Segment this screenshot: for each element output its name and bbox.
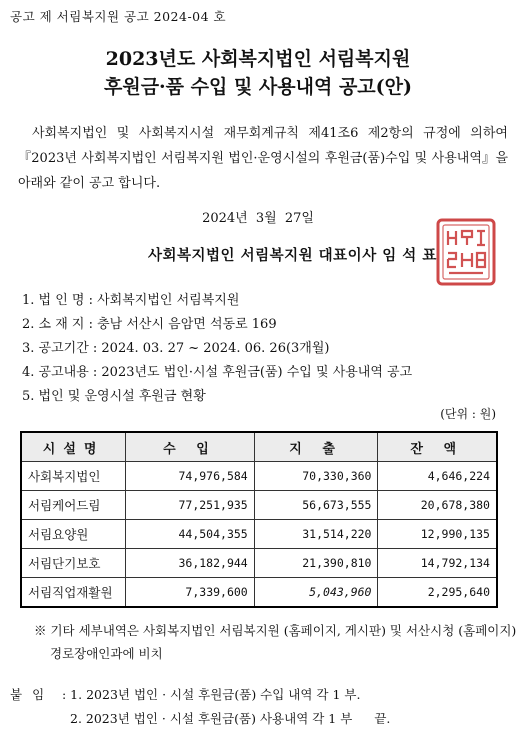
list-item-period: 3. 공고기간 : 2024. 03. 27 ~ 2024. 06. 26(3개월) bbox=[22, 341, 330, 356]
intro-paragraph: 사회복지법인 및 사회복지시설 재무회계규칙 제41조6 제2항의 규정에 의하여『2023년 사회복지법인 서림복지원 법인·운영시설의 후원금(품)수입 및 사용내역』을 아래와 같이 공고 합니다. bbox=[18, 126, 508, 191]
official-seal-stamp bbox=[435, 217, 497, 287]
attachment-line-1 bbox=[10, 683, 390, 707]
header-facility: 시설명 bbox=[21, 432, 126, 462]
income-value: 74,976,584 bbox=[126, 462, 255, 491]
announcement-date: 2024년 3월 27일 bbox=[202, 211, 314, 226]
header-balance: 잔 액 bbox=[378, 432, 497, 462]
table-row bbox=[21, 578, 497, 608]
announcement-items-list bbox=[22, 289, 412, 409]
header-expense: 지 출 bbox=[254, 432, 378, 462]
income-value: 36,182,944 bbox=[126, 549, 255, 578]
table-row bbox=[21, 520, 497, 549]
document-reference-number: 공고 제 서림복지원 공고 2024-04 호 bbox=[10, 9, 227, 24]
list-item-corporation-name: 1. 법 인 명 : 사회복지법인 서림복지원 bbox=[22, 293, 240, 308]
document-title-line-2: 후원금·품 수입 및 사용내역 공고(안) bbox=[103, 76, 412, 98]
facility-name: 서림직업재활원 bbox=[21, 578, 126, 608]
income-value: 77,251,935 bbox=[126, 491, 255, 520]
representative-signature-line: 사회복지법인 서림복지원 대표이사 임 석 표 bbox=[148, 247, 437, 264]
header-income: 수 입 bbox=[126, 432, 255, 462]
attachment-line-2 bbox=[10, 707, 390, 731]
facility-name: 사회복지법인 bbox=[21, 462, 126, 491]
list-item-status-heading: 5. 법인 및 운영시설 후원금 현황 bbox=[22, 389, 206, 404]
balance-value: 2,295,640 bbox=[378, 578, 497, 608]
expense-value: 56,673,555 bbox=[254, 491, 378, 520]
expense-value: 5,043,960 bbox=[254, 578, 378, 608]
facility-name: 서림케어드림 bbox=[21, 491, 126, 520]
balance-value: 20,678,380 bbox=[378, 491, 497, 520]
end-mark: 끝. bbox=[374, 711, 391, 726]
balance-value: 4,646,224 bbox=[378, 462, 497, 491]
list-item-address: 2. 소 재 지 : 충남 서산시 음암면 석동로 169 bbox=[22, 317, 277, 332]
table-header-row bbox=[21, 432, 497, 462]
table-row bbox=[21, 462, 497, 491]
unit-label: (단위 : 원) bbox=[440, 407, 496, 421]
balance-value: 12,990,135 bbox=[378, 520, 497, 549]
attachments-section bbox=[10, 683, 390, 731]
facility-name: 서림단기보호 bbox=[21, 549, 126, 578]
list-item-content: 4. 공고내용 : 2023년도 법인·시설 후원금(품) 수입 및 사용내역 공고 bbox=[22, 365, 413, 380]
balance-value: 14,792,134 bbox=[378, 549, 497, 578]
expense-value: 21,390,810 bbox=[254, 549, 378, 578]
expense-value: 31,514,220 bbox=[254, 520, 378, 549]
attachments-label: 붙임 bbox=[10, 687, 55, 702]
income-value: 44,504,355 bbox=[126, 520, 255, 549]
facility-name: 서림요양원 bbox=[21, 520, 126, 549]
attachment-item-2: 2. 2023년 법인 · 시설 후원금(품) 사용내역 각 1 부 bbox=[70, 711, 353, 726]
document-title-line-1: 2023년도 사회복지법인 서림복지원 bbox=[105, 48, 411, 70]
donation-summary-table bbox=[20, 431, 498, 608]
expense-value: 70,330,360 bbox=[254, 462, 378, 491]
attachment-item-1: : 1. 2023년 법인 · 시설 후원금(품) 수입 내역 각 1 부. bbox=[62, 687, 361, 702]
footnote-details: ※ 기타 세부내역은 사회복지법인 서림복지원 (홈페이지, 게시판) 및 서산시청 (홈페이지) 경로장애인과에 비치 bbox=[34, 623, 516, 661]
table-row bbox=[21, 491, 497, 520]
table-row bbox=[21, 549, 497, 578]
income-value: 7,339,600 bbox=[126, 578, 255, 608]
